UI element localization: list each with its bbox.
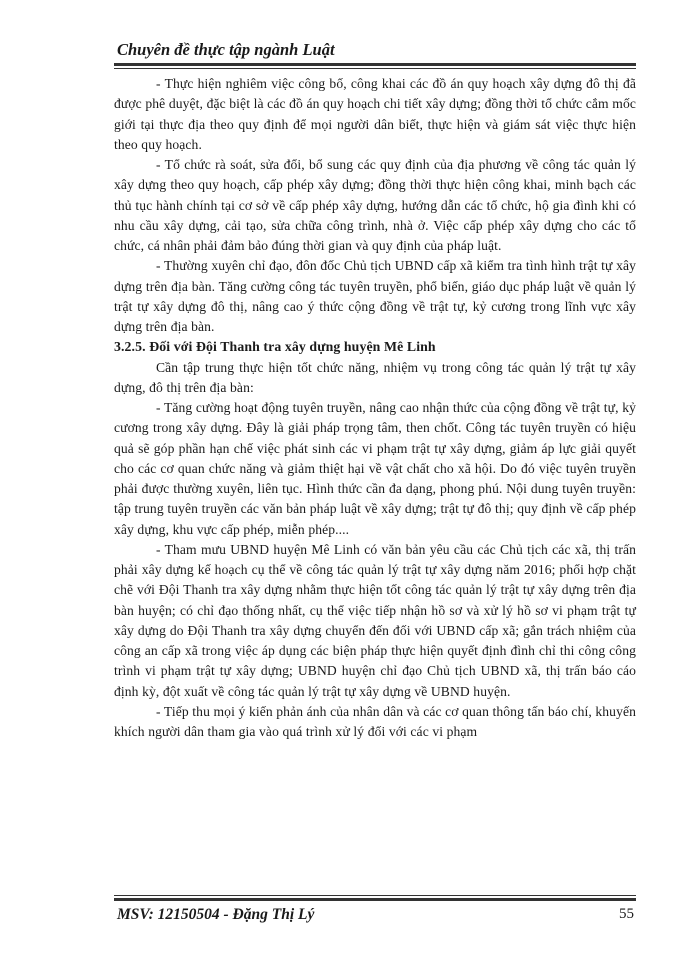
body-paragraph: - Thường xuyên chỉ đạo, đôn đốc Chủ tịch UBND cấp xã kiểm tra tình hình trật tự xây dựng trên địa bàn. Tăng cường công tác tuyên truyền, phổ biến, giáo dục pháp luật về quản lý trật tự xây dựng đô thị, nâng cao ý thức cộng đồng về trật tự, kỷ cương trong lĩnh vực xây dựng trên địa bàn. — [114, 258, 636, 334]
footer-student-info: MSV: 12150504 - Đặng Thị Lý — [117, 906, 315, 923]
body-paragraph: - Tiếp thu mọi ý kiến phản ánh của nhân dân và các cơ quan thông tấn báo chí, khuyến khích người dân tham gia vào quá trình xử lý đối với các vi phạm — [114, 703, 636, 739]
page-number: 55 — [619, 906, 634, 922]
body-paragraph: - Tăng cường hoạt động tuyên truyền, nâng cao nhận thức của cộng đồng về trật tự, kỷ cương trong xây dựng. Đây là giải pháp trọng tâm, then chốt. Công tác tuyên truyền có hiệu quả sẽ góp phần hạn chế việc phát sinh các vi phạm trật tự xây dựng, giảm áp lực giải quyết cho các cơ quan chức năng và giảm thiệt hại về vật chất cho xã hội. Do đó việc tuyên truyền phải được thường xuyên, liên tục. Hình thức cần đa dạng, phong phú. Nội dung tuyên truyền: tập trung tuyên truyền các văn bản pháp luật về xây dựng; trật tự đô thị; quy định về cấp phép xây dựng, khu vực cấp phép, miễn phép.... — [114, 400, 636, 537]
section-heading: 3.2.5. Đối với Đội Thanh tra xây dựng huyện Mê Linh — [114, 339, 436, 355]
body-paragraph: - Tổ chức rà soát, sửa đổi, bổ sung các quy định của địa phương về công tác quản lý xây dựng theo quy hoạch, cấp phép xây dựng; đồng thời thực hiện công khai, minh bạch các thủ tục hành chính tại cơ sở về cấp phép xây dựng, hướng dẫn các tổ chức, hộ gia đình khi có nhu cầu xây dựng, cải tạo, sửa chữa công trình, nhà ở. Việc cấp phép xây dựng cho các tổ chức, cá nhân phải đảm bảo đúng thời gian và quy định của pháp luật. — [114, 157, 636, 253]
body-paragraph: - Thực hiện nghiêm việc công bố, công khai các đồ án quy hoạch xây dựng đô thị đã được phê duyệt, đặc biệt là các đồ án quy hoạch chi tiết xây dựng; đồng thời tổ chức cắm mốc giới tại thực địa theo quy định để mọi người dân biết, thực hiện và giám sát việc thực hiện theo quy hoạch. — [114, 76, 636, 152]
body-paragraph: Cần tập trung thực hiện tốt chức năng, nhiệm vụ trong công tác quản lý trật tự xây dựng, đô thị trên địa bàn: — [114, 359, 636, 395]
page-body — [114, 74, 636, 742]
page-header-title: Chuyên đề thực tập ngành Luật — [117, 40, 335, 59]
footer-rule — [114, 895, 636, 901]
header-rule — [114, 63, 636, 69]
body-paragraph: - Tham mưu UBND huyện Mê Linh có văn bản yêu cầu các Chủ tịch các xã, thị trấn phải xây dựng kế hoạch cụ thể về công tác quản lý trật tự xây dựng năm 2016; phối hợp chặt chẽ với Đội Thanh tra xây dựng nhằm thực hiện tốt công tác quản lý trật tự xây dựng trên địa bàn huyện; có chỉ đạo thống nhất, cụ thể việc tiếp nhận hồ sơ và xử lý hồ sơ vi phạm trật tự xây dựng do Đội Thanh tra xây dựng chuyển đến đối với UBND cấp xã; gắn trách nhiệm của công an cấp xã trong việc áp dụng các biện pháp thực hiện quyết định đình chỉ thi công công trình vi phạm trật tự xây dựng; UBND huyện chỉ đạo Chủ tịch UBND xã, thị trấn báo cáo định kỳ, đột xuất về công tác quản lý trật tự xây dựng về UBND huyện. — [114, 541, 636, 699]
